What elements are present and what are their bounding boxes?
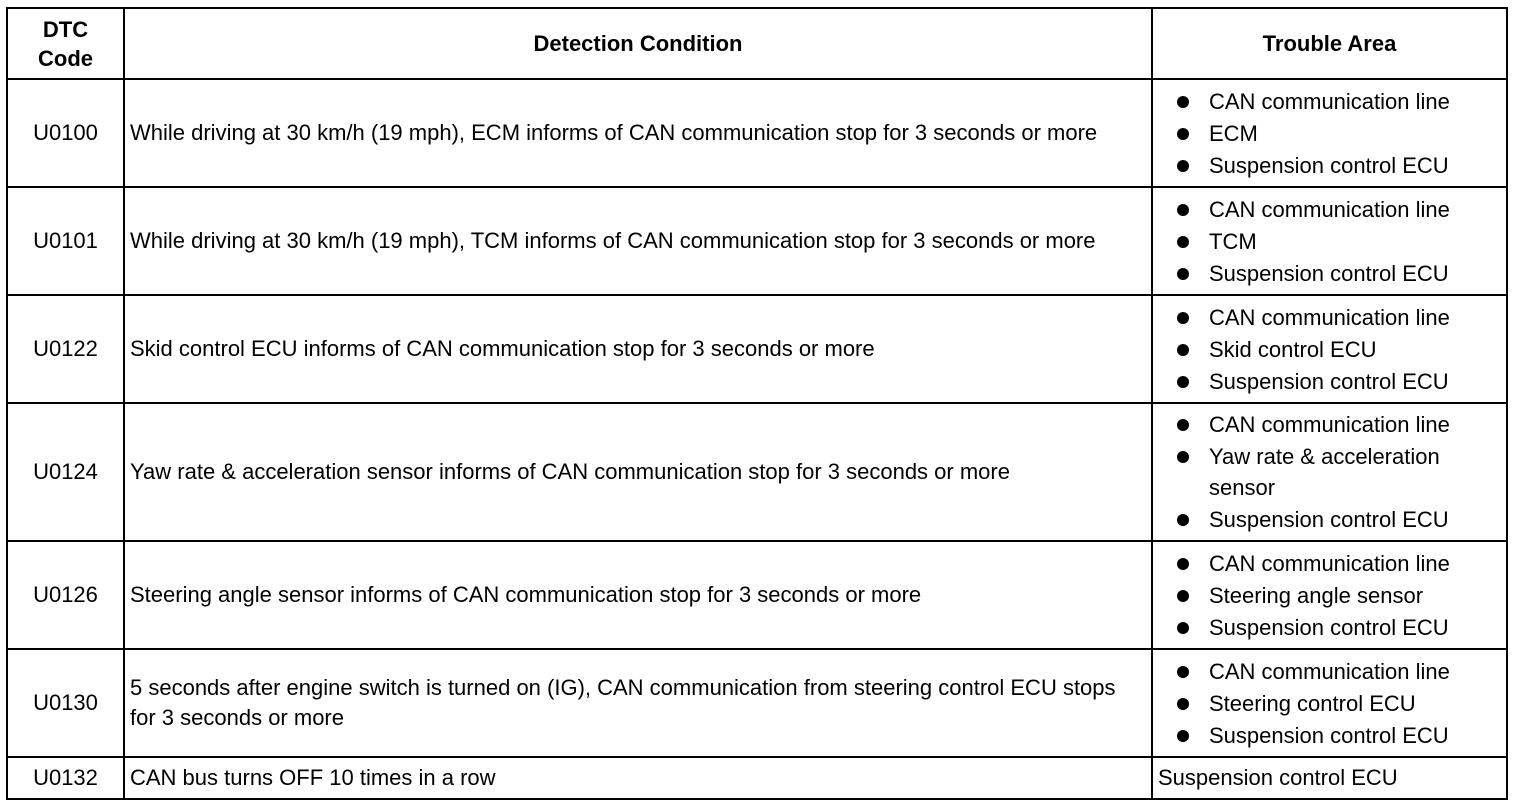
detection-condition: 5 seconds after engine switch is turned on (IG), CAN communication from steering control ECU stops for 3 seconds or more — [124, 649, 1152, 757]
bullet-icon — [1177, 236, 1189, 248]
list-item: Suspension control ECU — [1153, 258, 1506, 289]
list-item: Yaw rate & acceleration sensor — [1153, 441, 1506, 503]
table-row — [7, 403, 1507, 541]
header-row — [7, 8, 1507, 79]
bullet-icon — [1177, 160, 1189, 172]
bullet-icon — [1177, 376, 1189, 388]
bullet-icon — [1177, 730, 1189, 742]
bullet-icon — [1177, 451, 1189, 463]
bullet-icon — [1177, 419, 1189, 431]
trouble-area-list — [1153, 86, 1506, 181]
detection-condition: While driving at 30 km/h (19 mph), ECM informs of CAN communication stop for 3 seconds or more — [124, 79, 1152, 187]
list-item: Skid control ECU — [1153, 334, 1506, 365]
list-item: Suspension control ECU — [1153, 504, 1506, 535]
dtc-table — [6, 7, 1508, 800]
table-row — [7, 757, 1507, 799]
list-item: CAN communication line — [1153, 409, 1506, 440]
list-item: ECM — [1153, 118, 1506, 149]
bullet-icon — [1177, 204, 1189, 216]
bullet-icon — [1177, 312, 1189, 324]
dtc-code: U0126 — [7, 541, 124, 649]
list-item: Steering control ECU — [1153, 688, 1506, 719]
header-trouble-area: Trouble Area — [1152, 8, 1507, 79]
list-item: CAN communication line — [1153, 548, 1506, 579]
detection-condition: Steering angle sensor informs of CAN communication stop for 3 seconds or more — [124, 541, 1152, 649]
trouble-area — [1152, 649, 1507, 757]
dtc-code: U0100 — [7, 79, 124, 187]
list-item: Steering angle sensor — [1153, 580, 1506, 611]
dtc-code: U0122 — [7, 295, 124, 403]
dtc-code: U0132 — [7, 757, 124, 799]
bullet-icon — [1177, 128, 1189, 140]
list-item: TCM — [1153, 226, 1506, 257]
dtc-code: U0101 — [7, 187, 124, 295]
list-item: Suspension control ECU — [1153, 720, 1506, 751]
detection-condition: While driving at 30 km/h (19 mph), TCM informs of CAN communication stop for 3 seconds or more — [124, 187, 1152, 295]
trouble-area: Suspension control ECU — [1152, 757, 1507, 799]
bullet-icon — [1177, 698, 1189, 710]
dtc-code: U0124 — [7, 403, 124, 541]
table-row — [7, 79, 1507, 187]
trouble-area — [1152, 295, 1507, 403]
trouble-area-list — [1153, 194, 1506, 289]
trouble-area — [1152, 403, 1507, 541]
list-item: CAN communication line — [1153, 656, 1506, 687]
list-item: Suspension control ECU — [1153, 612, 1506, 643]
trouble-area-list — [1153, 656, 1506, 751]
list-item: CAN communication line — [1153, 302, 1506, 333]
table-row — [7, 295, 1507, 403]
bullet-icon — [1177, 514, 1189, 526]
header-detection-condition: Detection Condition — [124, 8, 1152, 79]
trouble-area-list — [1153, 302, 1506, 397]
list-item: CAN communication line — [1153, 86, 1506, 117]
list-item: Suspension control ECU — [1153, 366, 1506, 397]
bullet-icon — [1177, 590, 1189, 602]
bullet-icon — [1177, 622, 1189, 634]
bullet-icon — [1177, 344, 1189, 356]
trouble-area — [1152, 187, 1507, 295]
detection-condition: Yaw rate & acceleration sensor informs of CAN communication stop for 3 seconds or more — [124, 403, 1152, 541]
trouble-area — [1152, 541, 1507, 649]
bullet-icon — [1177, 666, 1189, 678]
table-row — [7, 187, 1507, 295]
trouble-area-list — [1153, 409, 1506, 535]
bullet-icon — [1177, 558, 1189, 570]
bullet-icon — [1177, 268, 1189, 280]
detection-condition: CAN bus turns OFF 10 times in a row — [124, 757, 1152, 799]
trouble-area-list — [1153, 548, 1506, 643]
trouble-area — [1152, 79, 1507, 187]
header-dtc-code: DTC Code — [7, 8, 124, 79]
table-row — [7, 649, 1507, 757]
list-item: CAN communication line — [1153, 194, 1506, 225]
table-row — [7, 541, 1507, 649]
bullet-icon — [1177, 96, 1189, 108]
list-item: Suspension control ECU — [1153, 150, 1506, 181]
dtc-code: U0130 — [7, 649, 124, 757]
detection-condition: Skid control ECU informs of CAN communication stop for 3 seconds or more — [124, 295, 1152, 403]
